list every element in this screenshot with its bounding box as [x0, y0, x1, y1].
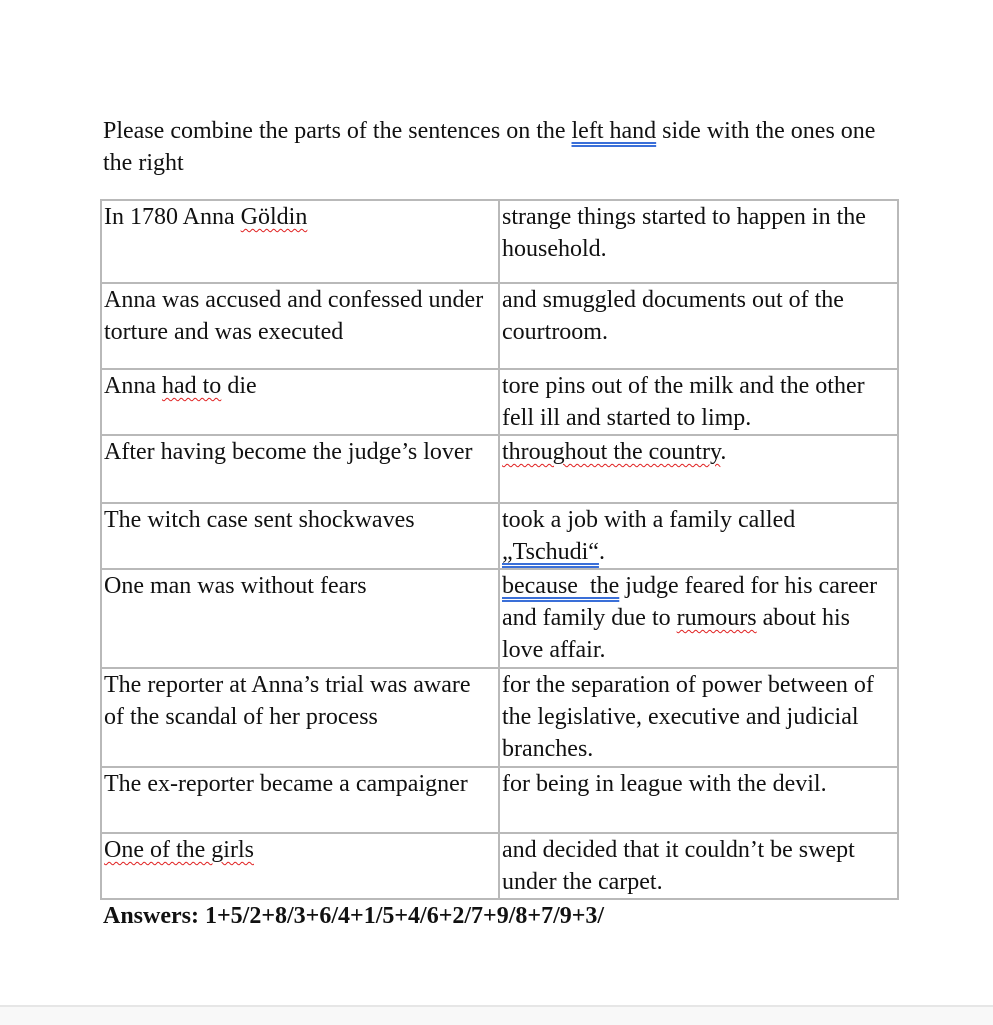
- cell-text: The ex-reporter became a campaigner: [104, 771, 468, 797]
- right-cell[interactable]: [499, 503, 898, 569]
- cell-text: and decided that it couldn’t be swept under the carpet.: [502, 837, 855, 895]
- instructions-text-1: Please combine the parts of the sentences on the: [103, 118, 572, 144]
- cell-text: .: [598, 539, 605, 565]
- instructions-paragraph: [103, 115, 883, 179]
- spelling-flagged-text[interactable]: throughout the country: [502, 439, 721, 465]
- cell-text: strange things started to happen in the household.: [502, 204, 866, 262]
- table-row: [101, 503, 898, 569]
- left-cell[interactable]: [101, 283, 499, 369]
- cell-text: took a job with a family called: [502, 507, 796, 533]
- right-cell[interactable]: [499, 435, 898, 503]
- cell-text: for being in league with the devil.: [502, 771, 827, 797]
- left-cell[interactable]: [101, 200, 499, 283]
- left-cell[interactable]: [101, 833, 499, 899]
- table-row: [101, 668, 898, 767]
- left-cell[interactable]: [101, 668, 499, 767]
- cell-text: One man was without fears: [104, 573, 367, 599]
- grammar-flagged-text[interactable]: left hand: [571, 118, 657, 144]
- instructions-text-2: side with the ones one the right: [103, 118, 876, 176]
- right-cell[interactable]: [499, 833, 898, 899]
- table-row: [101, 767, 898, 833]
- cell-text: .: [720, 439, 727, 465]
- table-row: [101, 200, 898, 283]
- cell-text: for the separation of power between of the legislative, executive and judicial branches.: [502, 672, 874, 762]
- table-row: [101, 369, 898, 435]
- cell-text: The witch case sent shockwaves: [104, 507, 415, 533]
- cell-text: and smuggled documents out of the courtroom.: [502, 287, 844, 345]
- spelling-flagged-text[interactable]: had to: [161, 373, 222, 399]
- matching-table: [100, 199, 899, 900]
- left-cell[interactable]: [101, 435, 499, 503]
- left-cell[interactable]: [101, 767, 499, 833]
- grammar-flagged-text[interactable]: because the: [502, 573, 620, 599]
- spelling-flagged-text[interactable]: One of the girls: [104, 837, 254, 863]
- right-cell[interactable]: [499, 369, 898, 435]
- left-cell[interactable]: [101, 503, 499, 569]
- cell-text: Anna was accused and confessed under torture and was executed: [104, 287, 484, 345]
- cell-text: judge feared for his career and family due to: [502, 573, 878, 631]
- answers-line: Answers: 1+5/2+8/3+6/4+1/5+4/6+2/7+9/8+7/9+3/: [103, 903, 605, 929]
- table-row: [101, 435, 898, 503]
- cell-text: After having become the judge’s lover: [104, 439, 473, 465]
- right-cell[interactable]: [499, 283, 898, 369]
- right-cell[interactable]: [499, 767, 898, 833]
- table-row: [101, 569, 898, 668]
- left-cell[interactable]: [101, 569, 499, 668]
- left-cell[interactable]: [101, 369, 499, 435]
- table-row: [101, 833, 898, 899]
- grammar-flagged-text[interactable]: „Tschudi“: [502, 539, 599, 565]
- spelling-flagged-text[interactable]: Göldin: [240, 204, 308, 230]
- cell-text: about his love affair.: [502, 605, 850, 663]
- cell-text: tore pins out of the milk and the other fell ill and started to limp.: [502, 373, 865, 431]
- cell-text: The reporter at Anna’s trial was aware of the scandal of her process: [104, 672, 471, 730]
- cell-text: Anna: [104, 373, 162, 399]
- spelling-flagged-text[interactable]: rumours: [676, 605, 757, 631]
- cell-text: die: [221, 373, 257, 399]
- cell-text: In 1780 Anna: [104, 204, 241, 230]
- right-cell[interactable]: [499, 668, 898, 767]
- right-cell[interactable]: [499, 569, 898, 668]
- table-row: [101, 283, 898, 369]
- right-cell[interactable]: [499, 200, 898, 283]
- bottom-status-bar: [0, 1005, 993, 1025]
